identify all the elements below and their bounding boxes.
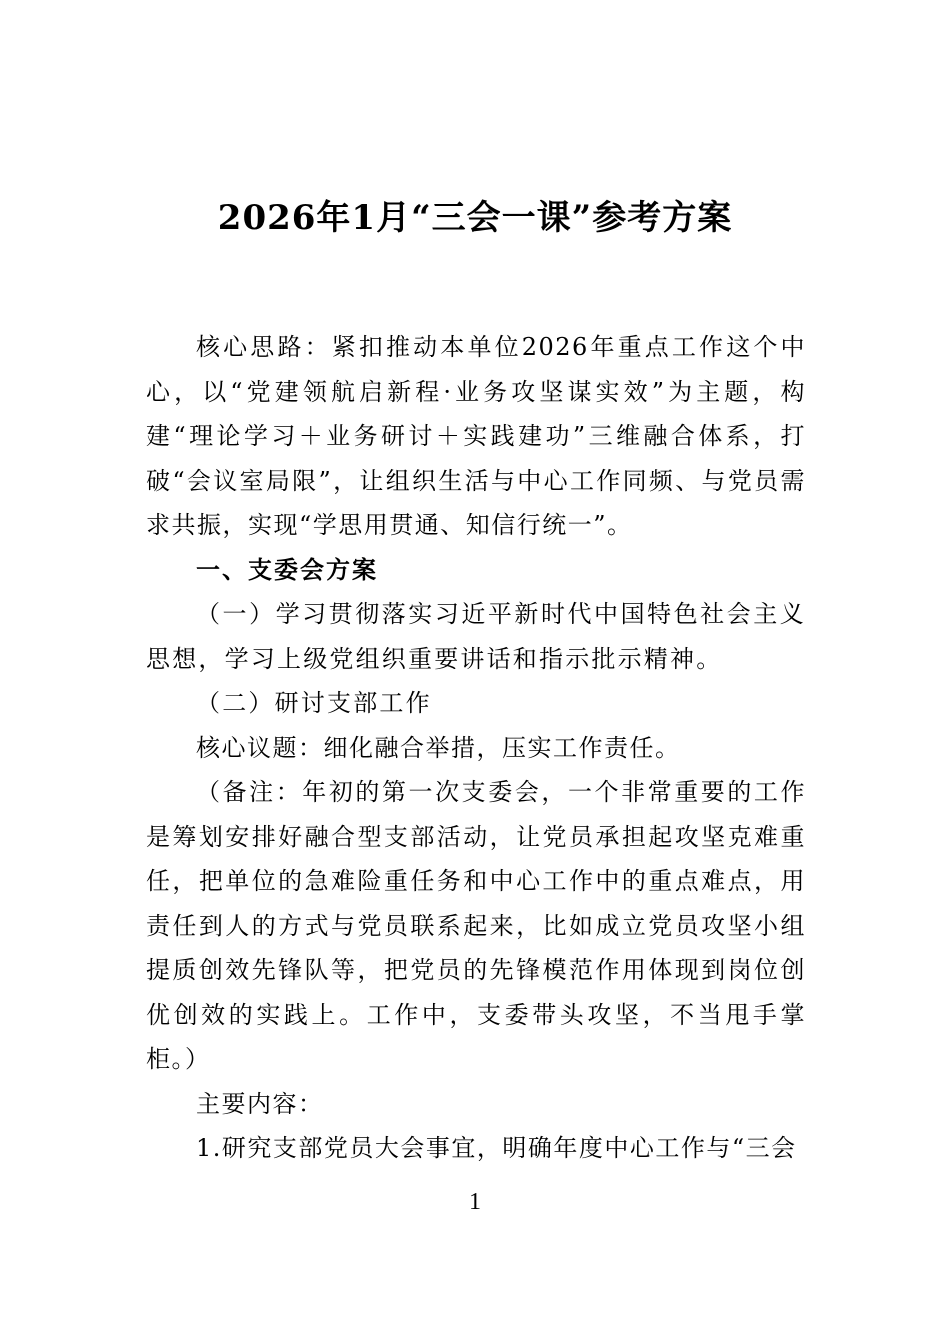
paragraph-list-item-1: 1.研究支部党员大会事宜，明确年度中心工作与“三会 bbox=[196, 1134, 797, 1162]
paragraph-remark: （备注：年初的第一次支委会，一个非常重要的工作是筹划安排好融合型支部活动，让党员承担起攻坚克难重任，把单位的急难险重任务和中心工作中的重点难点，用责任到人的方式与党员联系起来，比如成立党员攻坚小组提质创效先锋队等，把党员的先锋模范作用体现到岗位创优创效的实践上。工作中，支委带头攻坚，不当甩手掌柜。） bbox=[146, 778, 806, 1073]
document-title: 2026年1月“三会一课”参考方案 bbox=[217, 198, 733, 238]
page-number: 1 bbox=[469, 1189, 481, 1215]
paragraph-item-1: （一）学习贯彻落实习近平新时代中国特色社会主义思想，学习上级党组织重要讲话和指示批示精神。 bbox=[146, 600, 806, 673]
section-heading-branch-committee: 一、支委会方案 bbox=[196, 555, 378, 584]
paragraph-core-topic: 核心议题：细化融合举措，压实工作责任。 bbox=[196, 733, 681, 762]
document-body bbox=[146, 325, 806, 1171]
paragraph-item-2: （二）研讨支部工作 bbox=[196, 689, 432, 717]
paragraph-core-idea: 核心思路：紧扣推动本单位2026年重点工作这个中心，以“党建领航启新程·业务攻坚谋实效”为主题，构建“理论学习＋业务研讨＋实践建功”三维融合体系，打破“会议室局限”，让组织生活与中心工作同频、与党员需求共振，实现“学思用贯通、知信行统一”。 bbox=[146, 333, 806, 539]
paragraph-main-content-label: 主要内容： bbox=[196, 1089, 324, 1118]
